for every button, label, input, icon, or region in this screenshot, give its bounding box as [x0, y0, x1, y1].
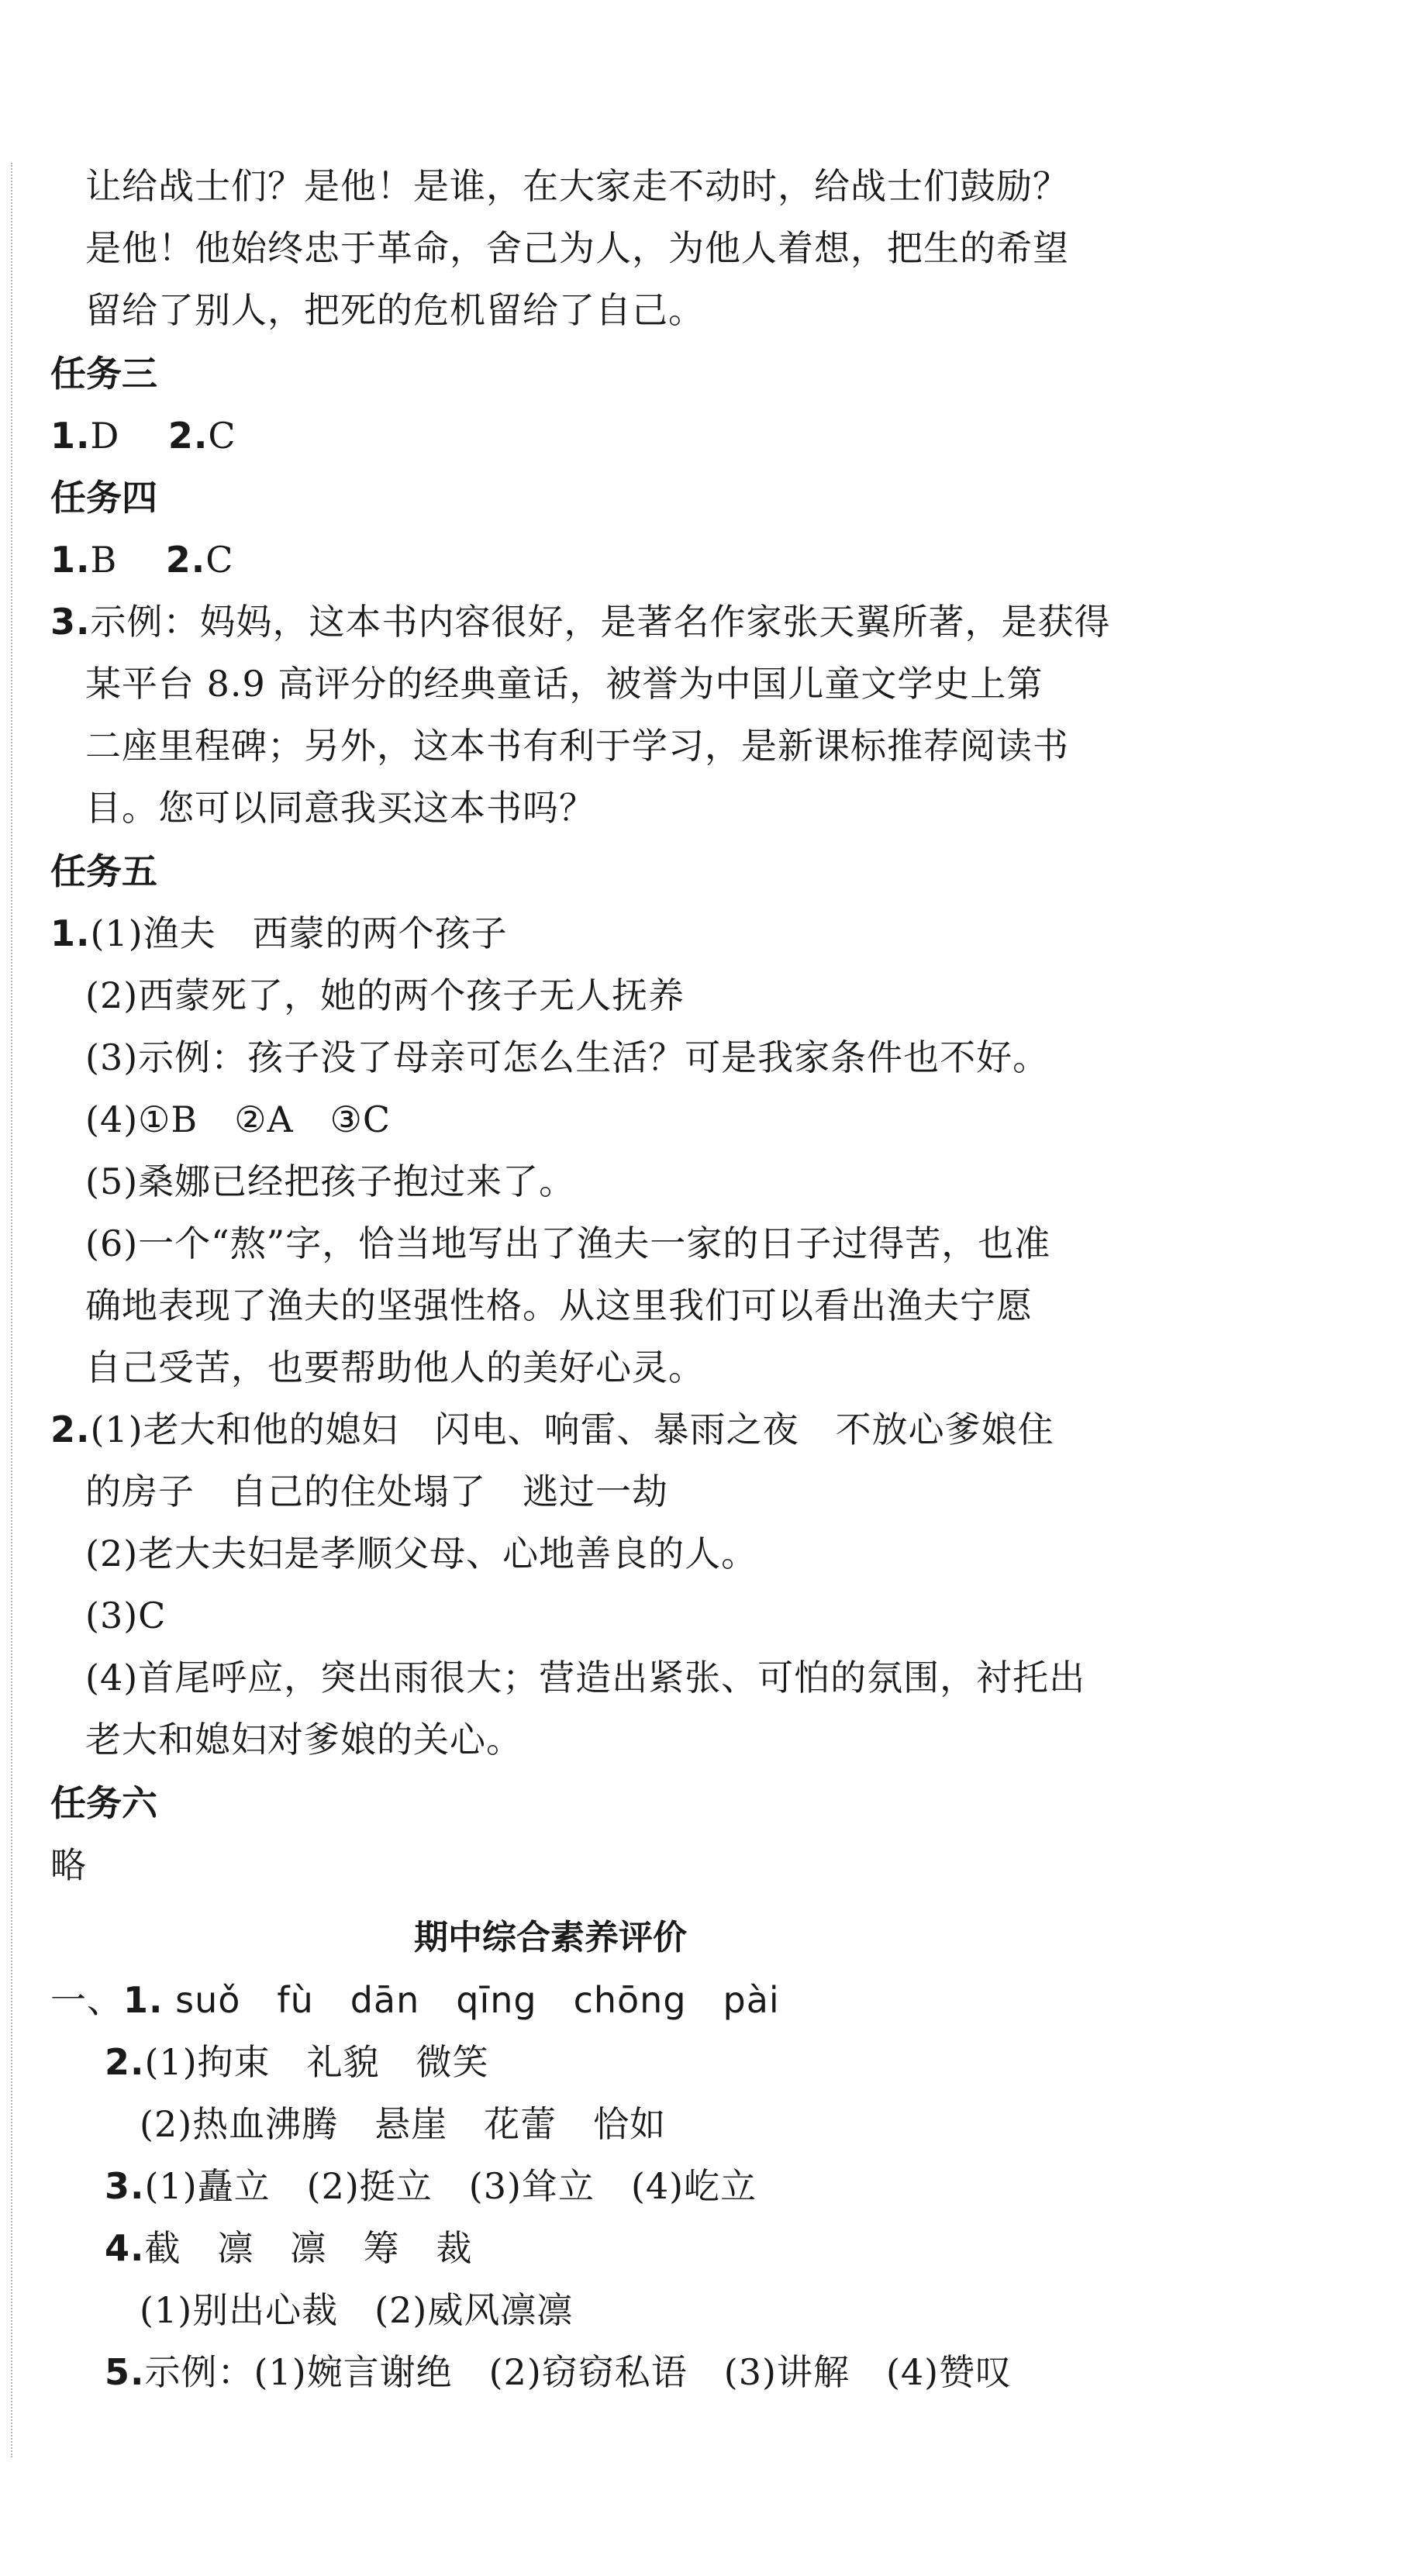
q-number: 2.: [165, 539, 206, 581]
answer-value: D: [90, 415, 120, 457]
task5-q1-4: (4)①B ②A ③C: [85, 1098, 392, 1140]
task5-heading: 任务五: [50, 850, 157, 892]
task4-answers: [50, 536, 233, 583]
midterm-title: 期中综合素养评价: [414, 1918, 687, 1957]
task4-q3-line-1: [50, 598, 1110, 645]
task5-q2-2: (2)老大夫妇是孝顺父母、心地善良的人。: [85, 1533, 758, 1574]
task5-q1-6c: 自己受苦，也要帮助他人的美好心灵。: [85, 1347, 705, 1388]
answer-text: 截 凛 凛 筹 裁: [144, 2227, 473, 2269]
q-number: 2.: [50, 1409, 91, 1450]
task6-heading: 任务六: [50, 1782, 157, 1824]
section-label: 一、: [50, 1979, 123, 2021]
answer-text: (1)矗立 (2)挺立 (3)耸立 (4)屹立: [144, 2165, 757, 2207]
answer-value: C: [205, 539, 234, 581]
q-number: 4.: [105, 2227, 145, 2269]
task5-q1-2: (2)西蒙死了，她的两个孩子无人抚养: [85, 974, 685, 1016]
q-number: 1.: [123, 1979, 164, 2021]
q-number: 1.: [50, 912, 91, 954]
task4-heading: 任务四: [50, 477, 157, 519]
midterm-q3: [105, 2163, 757, 2209]
answer-value: B: [90, 539, 118, 581]
midterm-q4b: (1)别出心裁 (2)威风凛凛: [140, 2289, 574, 2331]
task5-q2-4b: 老大和媳妇对爹娘的关心。: [85, 1719, 523, 1760]
task4-q3-line-2: 某平台 8.9 高评分的经典童话，被誉为中国儿童文学史上第: [85, 663, 1044, 705]
q-number: 3.: [50, 601, 91, 643]
q-number: 2.: [105, 2041, 145, 2083]
task6-answer: 略: [50, 1844, 87, 1886]
pinyin-answers: suǒ fù dān qīng chōng pài: [175, 1979, 780, 2021]
continuation-line-1: 让给战士们？是他！是谁，在大家走不动时，给战士们鼓励？: [85, 165, 1069, 207]
continuation-line-2: 是他！他始终忠于革命，舍己为人，为他人着想，把生的希望: [85, 227, 1069, 269]
task5-q2-4a: (4)首尾呼应，突出雨很大；营造出紧张、可怕的氛围，衬托出: [85, 1657, 1086, 1698]
task5-q2-1a: [50, 1406, 1054, 1453]
answer-text: (1)渔夫 西蒙的两个孩子: [90, 912, 508, 954]
task4-q3-line-3: 二座里程碑；另外，这本书有利于学习，是新课标推荐阅读书: [85, 725, 1069, 767]
continuation-line-3: 留给了别人，把死的危机留给了自己。: [85, 289, 705, 331]
midterm-q4a: [105, 2225, 472, 2271]
task5-q2-1b: 的房子 自己的住处塌了 逃过一劫: [85, 1471, 668, 1512]
task5-q1-6a: (6)一个“熬”字，恰当地写出了渔夫一家的日子过得苦，也准: [85, 1222, 1051, 1264]
task5-q1-6b: 确地表现了渔夫的坚强性格。从这里我们可以看出渔夫宁愿: [85, 1285, 1033, 1326]
q-number: 2.: [167, 415, 209, 457]
q-number: 1.: [50, 539, 91, 581]
task4-q3-line-4: 目。您可以同意我买这本书吗？: [85, 787, 595, 829]
midterm-q5: [105, 2349, 1012, 2395]
task5-q1-1: [50, 910, 508, 957]
task5-q1-3: (3)示例：孩子没了母亲可怎么生活？可是我家条件也不好。: [85, 1036, 1050, 1078]
answer-value: C: [208, 415, 236, 457]
task3-answers: [50, 412, 236, 459]
answer-text: (1)拘束 礼貌 微笑: [144, 2041, 489, 2083]
q-number: 5.: [105, 2351, 145, 2393]
task3-heading: 任务三: [50, 353, 157, 395]
task5-q1-5: (5)桑娜已经把孩子抱过来了。: [85, 1160, 576, 1202]
q-number: 1.: [50, 415, 91, 457]
midterm-q2b: (2)热血沸腾 悬崖 花蕾 恰如: [140, 2103, 667, 2145]
midterm-q1: [50, 1977, 780, 2023]
task5-q2-3: (3)C: [85, 1595, 167, 1636]
answer-text: (1)老大和他的媳妇 闪电、响雷、暴雨之夜 不放心爹娘住: [90, 1409, 1054, 1450]
answer-text: 示例：(1)婉言谢绝 (2)窃窃私语 (3)讲解 (4)赞叹: [144, 2351, 1012, 2393]
q-number: 3.: [105, 2165, 145, 2207]
answer-text: 示例：妈妈，这本书内容很好，是著名作家张天翼所著，是获得: [90, 601, 1111, 643]
midterm-q2a: [105, 2039, 489, 2085]
